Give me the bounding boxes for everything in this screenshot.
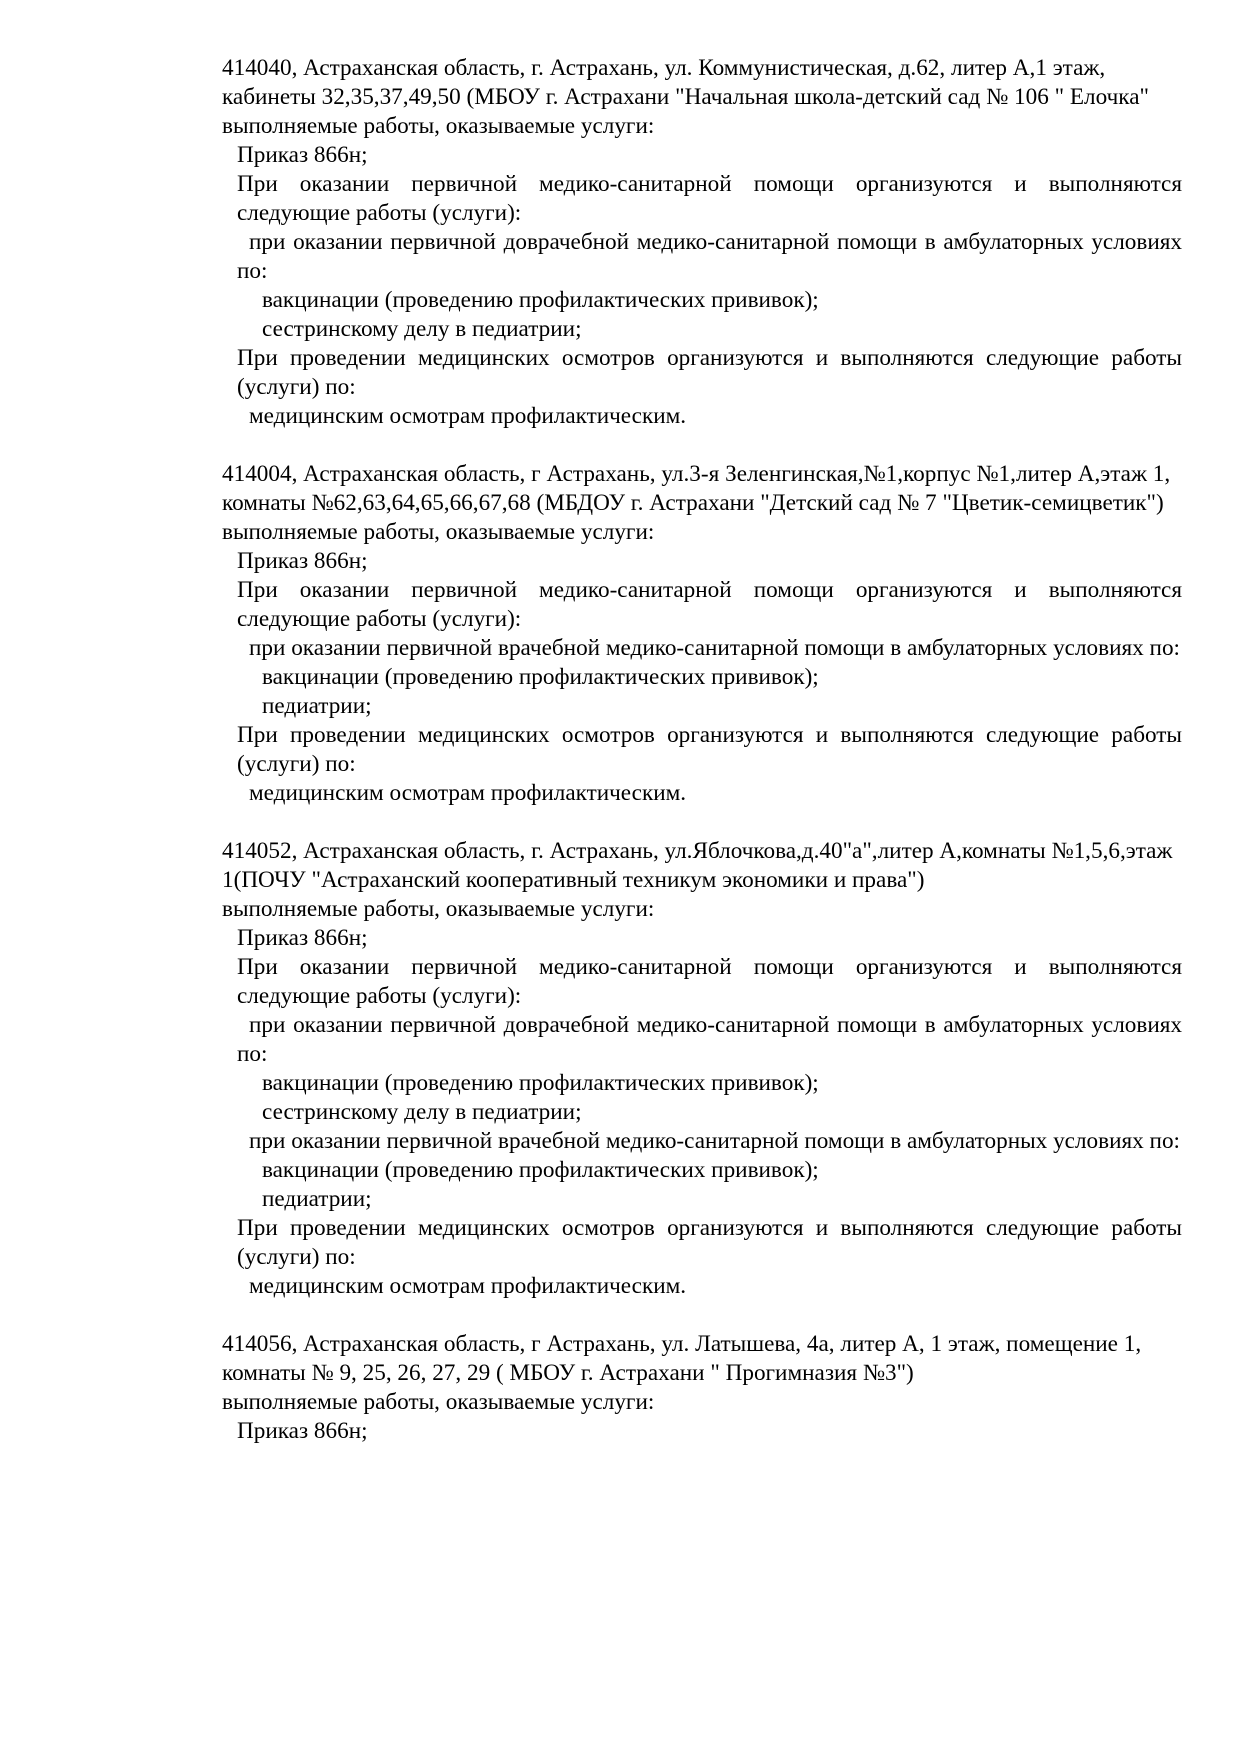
address-block	[222, 837, 1188, 1301]
service-line: при оказании первичной доврачебной медико-санитарной помощи в амбулаторных условиях по:	[237, 1012, 1188, 1067]
document-body	[222, 54, 1188, 1446]
service-line: При оказании первичной медико-санитарной помощи организуются и выполняются следующие работы (услуги):	[237, 577, 1188, 632]
service-line: медицинским осмотрам профилактическим.	[249, 780, 687, 806]
service-line: сестринскому делу в педиатрии;	[262, 316, 582, 342]
service-line: вакцинации (проведению профилактических прививок);	[262, 287, 819, 313]
service-line: Приказ 866н;	[237, 142, 368, 168]
address-text: 414004, Астраханская область, г Астрахань, ул.3-я Зеленгинская,№1,корпус №1,литер А,этаж 1, комнаты №62,63,64,65,66,67,68 (МБДОУ г. Астрахани "Детский сад № 7 "Цветик-семицветик")	[222, 461, 1176, 516]
service-line: медицинским осмотрам профилактическим.	[249, 403, 687, 429]
services-heading: выполняемые работы, оказываемые услуги:	[222, 896, 655, 922]
service-line: При проведении медицинских осмотров организуются и выполняются следующие работы (услуги) по:	[237, 345, 1188, 400]
address-block	[222, 460, 1188, 808]
address-block	[222, 54, 1188, 431]
service-line: При оказании первичной медико-санитарной помощи организуются и выполняются следующие работы (услуги):	[237, 171, 1188, 226]
service-line: педиатрии;	[262, 1186, 372, 1212]
service-line: При оказании первичной медико-санитарной помощи организуются и выполняются следующие работы (услуги):	[237, 954, 1188, 1009]
address-text: 414052, Астраханская область, г. Астрахань, ул.Яблочкова,д.40"а",литер А,комнаты №1,5,6,этаж 1(ПОЧУ "Астраханский кооперативный техникум экономики и права")	[222, 838, 1179, 893]
service-line: При проведении медицинских осмотров организуются и выполняются следующие работы (услуги) по:	[237, 1215, 1188, 1270]
address-text: 414056, Астраханская область, г Астрахань, ул. Латышева, 4а, литер А, 1 этаж, помещение 1, комнаты № 9, 25, 26, 27, 29 ( МБОУ г. Астрахани " Прогимназия №3")	[222, 1331, 1147, 1386]
service-line: вакцинации (проведению профилактических прививок);	[262, 664, 819, 690]
service-line: Приказ 866н;	[237, 1418, 368, 1444]
service-line: при оказании первичной доврачебной медико-санитарной помощи в амбулаторных условиях по:	[237, 229, 1188, 284]
service-line: вакцинации (проведению профилактических прививок);	[262, 1070, 819, 1096]
services-heading: выполняемые работы, оказываемые услуги:	[222, 519, 655, 545]
services-heading: выполняемые работы, оказываемые услуги:	[222, 113, 655, 139]
service-line: при оказании первичной врачебной медико-санитарной помощи в амбулаторных условиях по:	[249, 635, 1180, 661]
service-line: Приказ 866н;	[237, 548, 368, 574]
service-line: медицинским осмотрам профилактическим.	[249, 1273, 687, 1299]
address-block	[222, 1330, 1182, 1446]
service-line: при оказании первичной врачебной медико-санитарной помощи в амбулаторных условиях по:	[249, 1128, 1180, 1154]
service-line: педиатрии;	[262, 693, 372, 719]
address-text: 414040, Астраханская область, г. Астрахань, ул. Коммунистическая, д.62, литер А,1 этаж, кабинеты 32,35,37,49,50 (МБОУ г. Астрахани "Начальная школа-детский сад № 106 " Елочка"	[222, 55, 1149, 110]
service-line: вакцинации (проведению профилактических прививок);	[262, 1157, 819, 1183]
services-heading: выполняемые работы, оказываемые услуги:	[222, 1389, 655, 1415]
service-line: Приказ 866н;	[237, 925, 368, 951]
service-line: При проведении медицинских осмотров организуются и выполняются следующие работы (услуги) по:	[237, 722, 1188, 777]
service-line: сестринскому делу в педиатрии;	[262, 1099, 582, 1125]
